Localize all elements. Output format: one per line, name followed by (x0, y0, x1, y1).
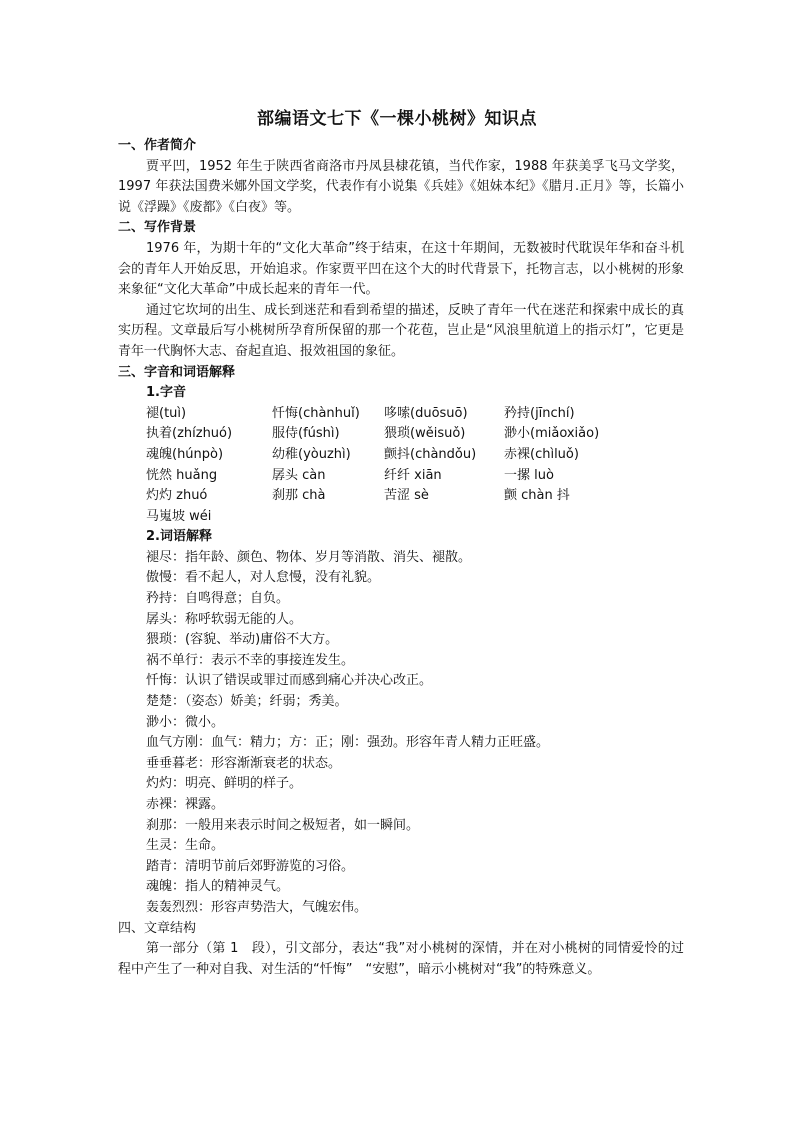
pronunciation-item (384, 507, 504, 528)
pronunciation-row (146, 507, 684, 528)
pronunciation-item: 赤裸(chìluǒ) (504, 446, 579, 462)
definition-item: 刹那：一般用来表示时间之极短者，如一瞬间。 (146, 817, 420, 833)
author-paragraph: 贾平凹，1952 年生于陕西省商洛市丹凤县棣花镇，当代作家，1988 年获美孚飞马文学奖，1997 年获法国费米娜外国文学奖，代表作有小说集《兵娃》《姐妹本纪》《腊月.正月》等，长篇小说《浮躁》《废都》《白夜》等。 (118, 158, 684, 215)
pronunciation-item: 渺小(miǎoxiǎo) (504, 426, 600, 442)
definition-item: 忏悔：认识了错误或罪过而感到痛心并决心改正。 (146, 673, 433, 689)
definition-item: 踏青：清明节前后郊野游览的习俗。 (146, 858, 355, 874)
document-body (118, 136, 684, 980)
pronunciation-item (504, 507, 644, 528)
section-heading-structure: 四、文章结构 (118, 920, 197, 936)
pronunciation-item: 魂魄(húnpò) (146, 446, 224, 462)
pronunciation-row (146, 466, 684, 487)
definition-item: 褪尽：指年龄、颜色、物体、岁月等消散、消失、褪散。 (146, 549, 472, 565)
pronunciation-item: 纤纤 xiān (384, 467, 442, 483)
section-heading-background: 二、写作背景 (118, 220, 197, 236)
definition-item: 傲慢：看不起人，对人怠慢，没有礼貌。 (146, 570, 381, 586)
definition-item: 渺小：微小。 (146, 714, 225, 730)
definition-item: 生灵：生命。 (146, 838, 225, 854)
structure-paragraph: 第一部分（第 1 段），引文部分，表达“我”对小桃树的深情，并在对小桃树的同情爱怜的过程中产生了一种对自我、对生活的“忏悔” “安慰”，暗示小桃树对“我”的特殊意义。 (118, 941, 684, 977)
subheading-definitions: 2.词语解释 (146, 529, 212, 545)
pronunciation-item: 恍然 huǎng (146, 467, 218, 483)
pronunciation-item: 矜持(jīnchí) (504, 405, 575, 421)
background-paragraph-1: 1976 年，为期十年的“文化大革命”终于结束，在这十年期间，无数被时代耽误年华和奋斗机会的青年人开始反思，开始追求。作家贾平凹在这个大的时代背景下，托物言志，以小桃树的形象来象征“文化大革命”中成长起来的青年一代。 (118, 240, 684, 298)
definition-item: 孱头：称呼软弱无能的人。 (146, 611, 303, 627)
pronunciation-item: 哆嗦(duōsuō) (384, 405, 468, 421)
pronunciation-item: 猥琐(wěisuǒ) (384, 426, 466, 442)
pronunciation-table (118, 404, 684, 528)
pronunciation-item: 颤 chàn 抖 (504, 488, 570, 504)
pronunciation-item: 灼灼 zhuó (146, 488, 208, 504)
definition-item: 轰轰烈烈：形容声势浩大，气魄宏伟。 (146, 899, 368, 915)
definition-item: 矜持：自鸣得意；自负。 (146, 591, 290, 607)
definition-list (118, 548, 684, 919)
pronunciation-item: 苦涩 sè (384, 488, 429, 504)
definition-item: 灼灼：明亮、鲜明的样子。 (146, 776, 303, 792)
pronunciation-item (272, 507, 384, 528)
pronunciation-item: 忏悔(chànhuǐ) (272, 405, 360, 421)
pronunciation-row (146, 445, 684, 466)
definition-item: 魂魄：指人的精神灵气。 (146, 879, 290, 895)
definition-item: 楚楚：（姿态）娇美；纤弱；秀美。 (146, 694, 348, 710)
definition-item: 赤裸：裸露。 (146, 797, 225, 812)
background-paragraph-2: 通过它坎坷的出生、成长到迷茫和看到希望的描述，反映了青年一代在迷茫和探索中成长的真实历程。文章最后写小桃树所孕育所保留的那一个花苞，岂止是“风浪里航道上的指示灯”，它更是青年一代胸怀大志、奋起直追、报效祖国的象征。 (118, 302, 684, 359)
pronunciation-item: 刹那 chà (272, 488, 326, 504)
pronunciation-item: 孱头 càn (272, 467, 326, 483)
pronunciation-item: 颤抖(chàndǒu) (384, 446, 477, 462)
pronunciation-row (146, 424, 684, 445)
subheading-pronunciation: 1.字音 (146, 385, 186, 401)
document-title: 部编语文七下《一棵小桃树》知识点 (257, 109, 537, 129)
pronunciation-item: 一摞 luò (504, 467, 554, 483)
definition-item: 垂垂暮老：形容渐渐衰老的状态。 (146, 755, 342, 771)
pronunciation-item: 马嵬坡 wéi (146, 508, 212, 524)
definition-item: 祸不单行：表示不幸的事接连发生。 (146, 652, 355, 668)
definition-item: 猥琐：(容貌、举动)庸俗不大方。 (146, 632, 339, 648)
pronunciation-item: 幼稚(yòuzhì) (272, 446, 351, 462)
pronunciation-item: 褪(tuì) (146, 405, 187, 421)
definition-item: 血气方刚：血气：精力；方：正；刚：强劲。形容年青人精力正旺盛。 (146, 735, 550, 751)
section-heading-author: 一、作者简介 (118, 138, 197, 153)
pronunciation-row (146, 404, 684, 425)
pronunciation-item: 执着(zhízhuó) (146, 426, 233, 442)
pronunciation-row (146, 486, 684, 507)
pronunciation-item: 服侍(fúshì) (272, 426, 340, 442)
section-heading-vocab: 三、字音和词语解释 (118, 364, 236, 380)
